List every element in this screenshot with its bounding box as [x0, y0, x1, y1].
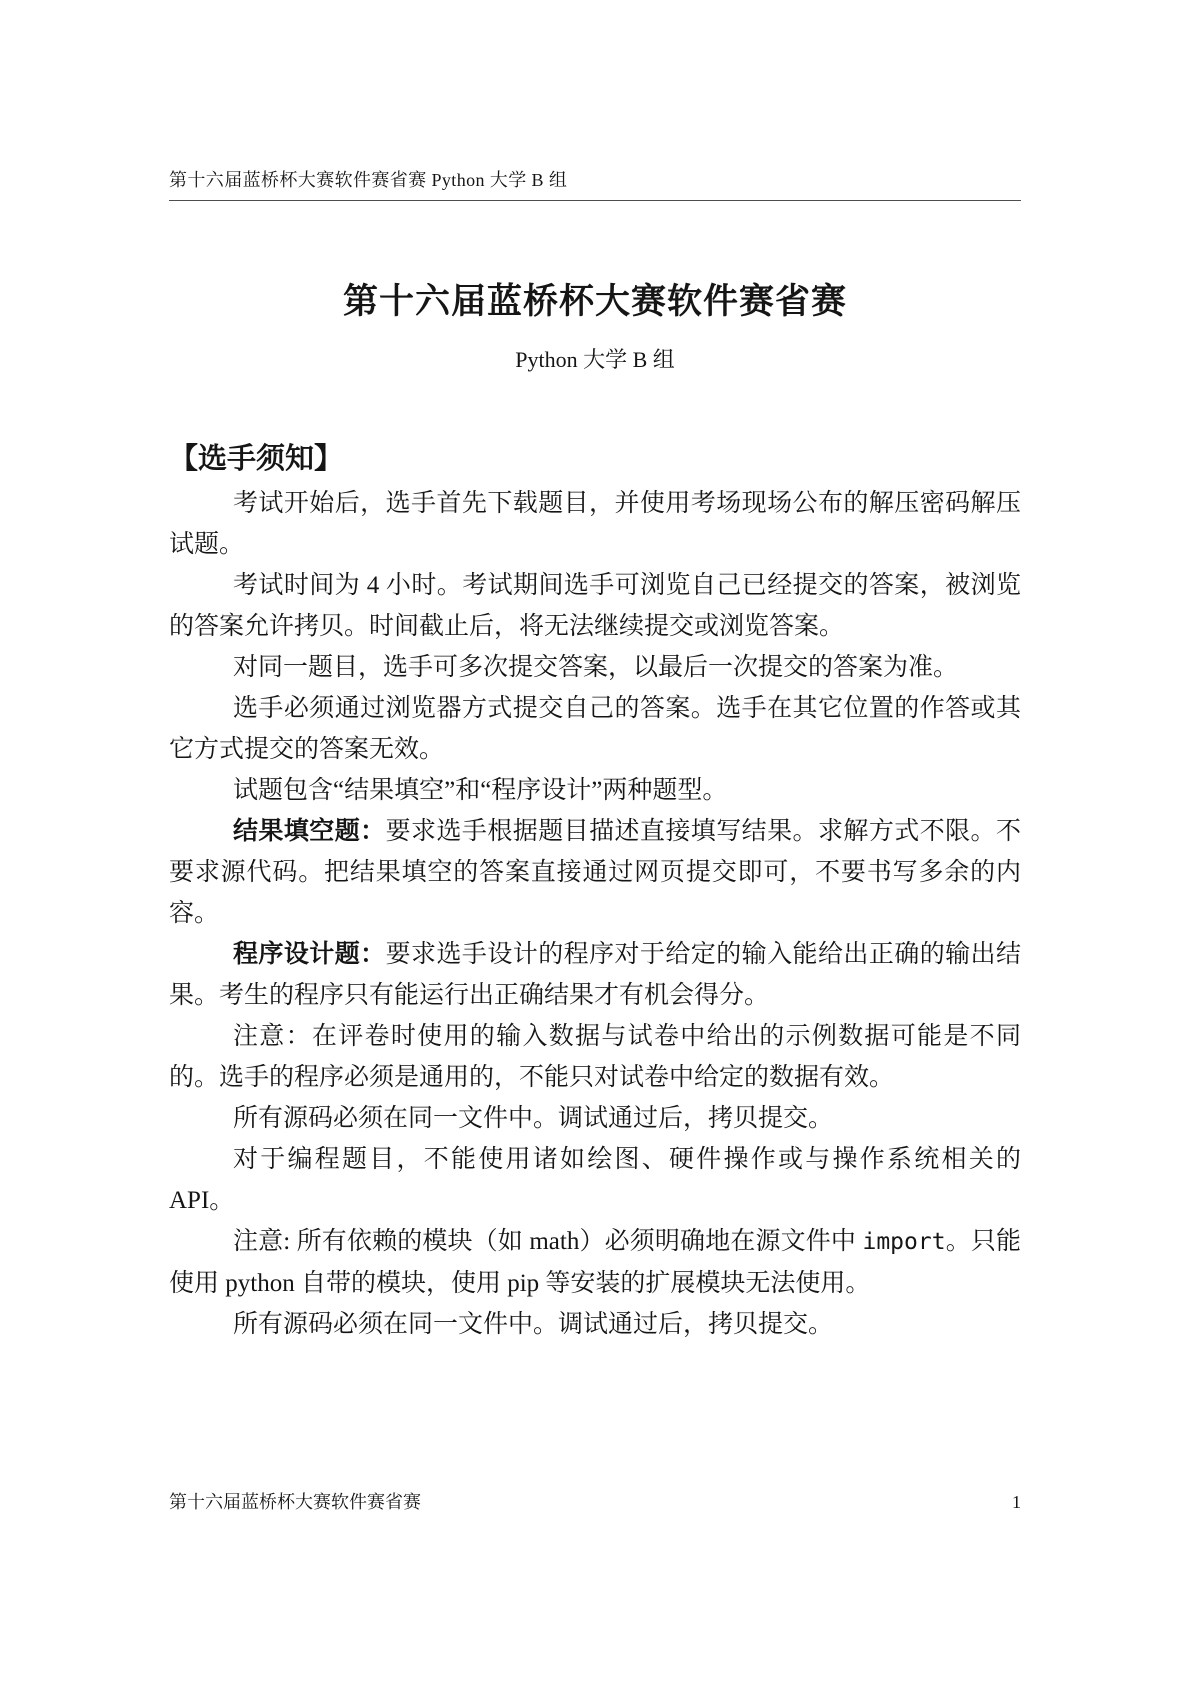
text-run: 选手必须通过浏览器方式提交自己的答案。选手在其它位置的作答或其它方式提交的答案无效。 [169, 695, 1021, 763]
text-run: 考试时间为 4 小时。考试期间选手可浏览自己已经提交的答案，被浏览的答案允许拷贝。时间截止后，将无法继续提交或浏览答案。 [169, 572, 1021, 640]
notice-paragraph [169, 483, 1021, 565]
text-run: 考试开始后，选手首先下载题目，并使用考场现场公布的解压密码解压试题。 [169, 490, 1021, 558]
bold-run: 程序设计题： [233, 940, 386, 968]
notice-paragraph [169, 688, 1021, 770]
notice-paragraphs [169, 483, 1021, 1345]
notice-paragraph [169, 1016, 1021, 1098]
text-run: 所有源码必须在同一文件中。调试通过后，拷贝提交。 [233, 1311, 834, 1338]
code-run: import [862, 1229, 946, 1255]
notice-paragraph [169, 811, 1021, 934]
text-run: 注意：在评卷时使用的输入数据与试卷中给出的示例数据可能是不同的。选手的程序必须是通用的，不能只对试卷中给定的数据有效。 [169, 1023, 1021, 1091]
notice-paragraph [169, 934, 1021, 1016]
text-run: 要求选手根据题目描述直接填写结果。求解方式不限。不要求源代码。把结果填空的答案直接通过网页提交即可，不要书写多余的内容。 [169, 818, 1021, 927]
notice-paragraph [169, 565, 1021, 647]
notice-paragraph [169, 770, 1021, 811]
page-title: 第十六届蓝桥杯大赛软件赛省赛 [342, 282, 847, 321]
page-number: 1 [1012, 1492, 1021, 1512]
text-run: 对于编程题目，不能使用诸如绘图、硬件操作或与操作系统相关的 API。 [169, 1146, 1021, 1214]
notice-paragraph [169, 1139, 1021, 1221]
notice-paragraph [169, 1221, 1021, 1304]
notice-paragraph [169, 1304, 1021, 1345]
text-run: 对同一题目，选手可多次提交答案，以最后一次提交的答案为准。 [233, 654, 959, 681]
text-run: 要求选手设计的程序对于给定的输入能给出正确的输出结果。考生的程序只有能运行出正确结果才有机会得分。 [169, 941, 1021, 1009]
page-header [169, 166, 1021, 201]
page-footer [169, 1488, 1021, 1514]
footer-text: 第十六届蓝桥杯大赛软件赛省赛 [169, 1492, 421, 1512]
header-text: 第十六届蓝桥杯大赛软件赛省赛 Python 大学 B 组 [169, 170, 568, 190]
section-heading-notice: 【选手须知】 [169, 443, 344, 475]
notice-paragraph [169, 647, 1021, 688]
text-run: 。只能使用 python 自带的模块，使用 pip 等安装的扩展模块无法使用。 [169, 1228, 1021, 1297]
page-subtitle: Python 大学 B 组 [515, 347, 675, 372]
text-run: 注意: 所有依赖的模块（如 math）必须明确地在源文件中 [233, 1228, 863, 1255]
bold-run: 结果填空题： [233, 817, 386, 845]
text-run: 所有源码必须在同一文件中。调试通过后，拷贝提交。 [233, 1105, 834, 1132]
text-run: 试题包含“结果填空”和“程序设计”两种题型。 [233, 777, 728, 804]
notice-paragraph [169, 1098, 1021, 1139]
